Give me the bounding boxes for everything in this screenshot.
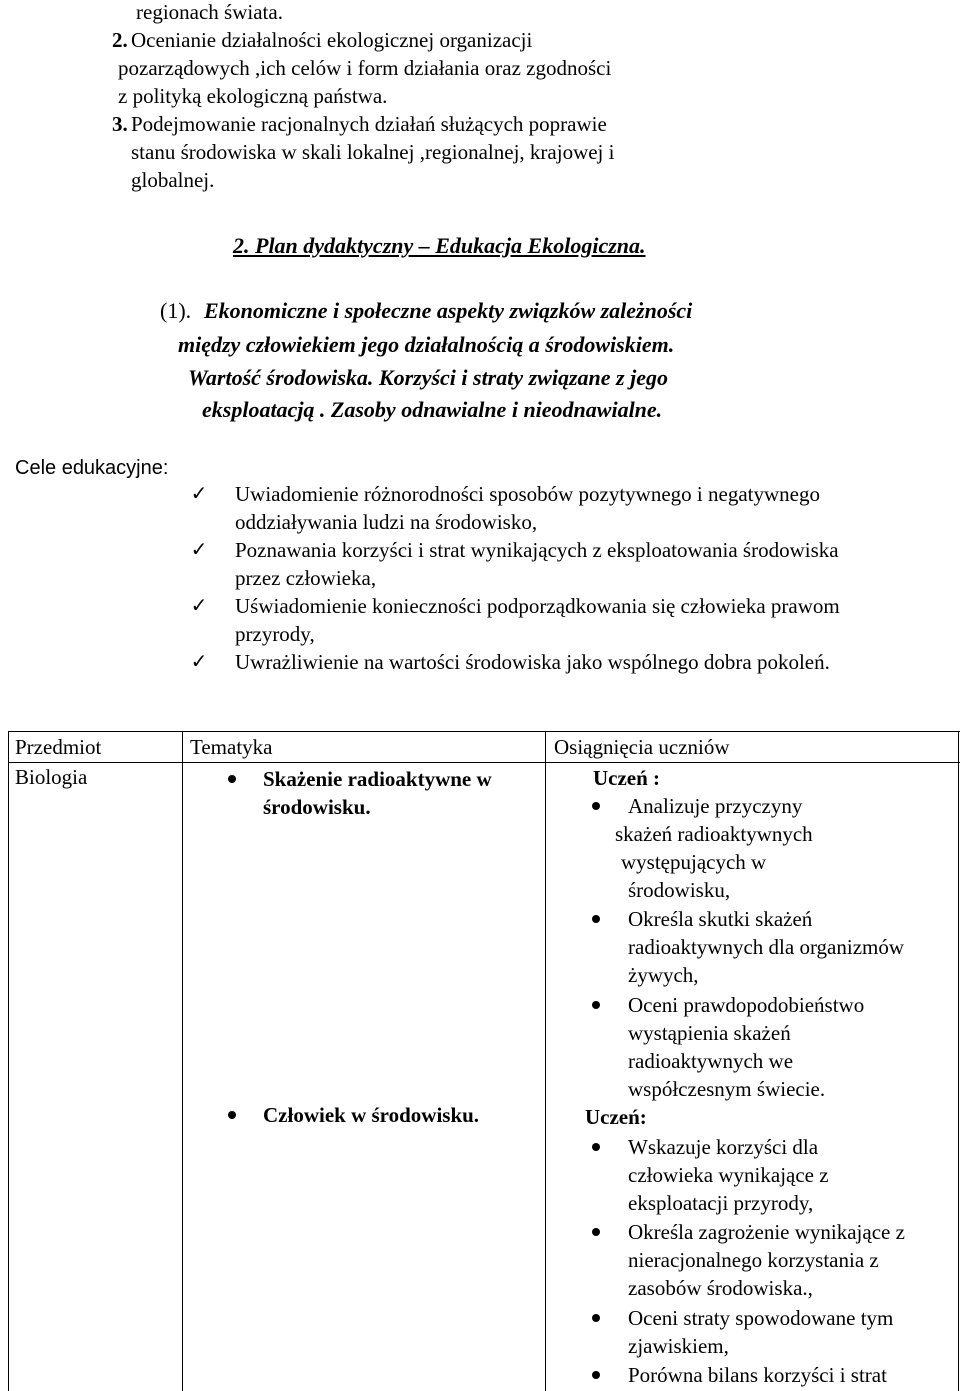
objective-line: przez człowieka, (235, 566, 377, 590)
achievement-line: człowieka wynikające z (628, 1163, 829, 1187)
achievement-line: współczesnym świecie. (628, 1077, 826, 1101)
check-icon: ✓ (190, 539, 208, 561)
intro-line: Podejmowanie racjonalnych działań służących poprawie (131, 112, 607, 136)
bullet-icon (592, 1228, 600, 1236)
table-border (182, 731, 183, 1391)
table-border (958, 731, 959, 1391)
bullet-icon (228, 775, 236, 783)
student-label: Uczeń: (585, 1105, 647, 1129)
list-number: 2. (112, 28, 128, 52)
objective-line: Uwrażliwienie na wartości środowiska jako wspólnego dobra pokoleń. (235, 650, 830, 674)
objective-line: oddziaływania ludzi na środowisko, (235, 510, 538, 534)
objective-line: Uświadomienie konieczności podporządkowania się człowieka prawom (235, 594, 840, 618)
check-icon: ✓ (190, 483, 208, 505)
subject-cell: Biologia (15, 765, 88, 789)
achievement-line: skażeń radioaktywnych (615, 822, 813, 846)
achievement-line: Wskazuje korzyści dla (628, 1135, 819, 1159)
achievement-line: Porówna bilans korzyści i strat (628, 1363, 887, 1387)
intro-line: regionach świata. (136, 0, 283, 24)
bullet-icon (592, 1143, 600, 1151)
table-border (8, 731, 9, 1391)
section-title-line: między człowiekiem jego działalnością a środowiskiem. (178, 332, 675, 357)
achievement-line: występujących w (621, 850, 767, 874)
column-header-achievements: Osiągnięcia uczniów (554, 735, 730, 759)
bullet-icon (592, 1314, 600, 1322)
intro-line: pozarządowych ,ich celów i form działania oraz zgodności (118, 56, 612, 80)
achievement-line: Oceni straty spowodowane tym (628, 1306, 894, 1330)
objective-line: przyrody, (235, 622, 315, 646)
student-label: Uczeń : (593, 766, 661, 790)
topic-line: Skażenie radioaktywne w (263, 767, 492, 791)
achievement-line: wystąpienia skażeń (628, 1021, 791, 1045)
intro-line: Ocenianie działalności ekologicznej organizacji (131, 28, 533, 52)
achievement-line: zjawiskiem, (628, 1334, 729, 1358)
achievement-line: zasobów środowiska., (628, 1276, 813, 1300)
achievement-line: żywych, (628, 963, 699, 987)
list-number: 3. (112, 112, 128, 136)
section-number: (1). (160, 298, 192, 323)
section-title-line: Wartość środowiska. Korzyści i straty związane z jego (188, 365, 668, 390)
objectives-heading: Cele edukacyjne: (15, 457, 169, 479)
intro-line: globalnej. (131, 168, 215, 192)
bullet-icon (592, 802, 600, 810)
achievement-line: Analizuje przyczyny (628, 794, 803, 818)
section-title-line: Ekonomiczne i społeczne aspekty związków zależności (204, 298, 693, 323)
intro-line: z polityką ekologiczną państwa. (118, 84, 388, 108)
bullet-icon (592, 1001, 600, 1009)
check-icon: ✓ (190, 595, 208, 617)
achievement-line: Oceni prawdopodobieństwo (628, 993, 865, 1017)
achievement-line: eksploatacji przyrody, (628, 1191, 814, 1215)
objective-line: Uwiadomienie różnorodności sposobów pozytywnego i negatywnego (235, 482, 820, 506)
achievement-line: środowisku, (628, 878, 731, 902)
achievement-line: Określa zagrożenie wynikające z (628, 1220, 905, 1244)
plan-heading: 2. Plan dydaktyczny – Edukacja Ekologiczna. (233, 233, 646, 258)
bullet-icon (592, 1371, 600, 1379)
achievement-line: Określa skutki skażeń (628, 907, 813, 931)
objective-line: Poznawania korzyści i strat wynikających z eksploatowania środowiska (235, 538, 839, 562)
bullet-icon (592, 915, 600, 923)
topic-line: Człowiek w środowisku. (263, 1103, 480, 1127)
table-border (545, 731, 546, 1391)
section-title-line: eksploatacją . Zasoby odnawialne i nieodnawialne. (202, 397, 663, 422)
column-header-topic: Tematyka (190, 735, 273, 759)
check-icon: ✓ (190, 651, 208, 673)
bullet-icon (228, 1111, 236, 1119)
achievement-line: radioaktywnych we (628, 1049, 794, 1073)
achievement-line: nieracjonalnego korzystania z (628, 1248, 879, 1272)
achievement-line: radioaktywnych dla organizmów (628, 935, 905, 959)
intro-line: stanu środowiska w skali lokalnej ,regionalnej, krajowej i (131, 140, 615, 164)
column-header-subject: Przedmiot (15, 735, 102, 759)
table-border (8, 731, 960, 732)
topic-line: środowisku. (263, 795, 371, 819)
table-border (8, 762, 960, 763)
